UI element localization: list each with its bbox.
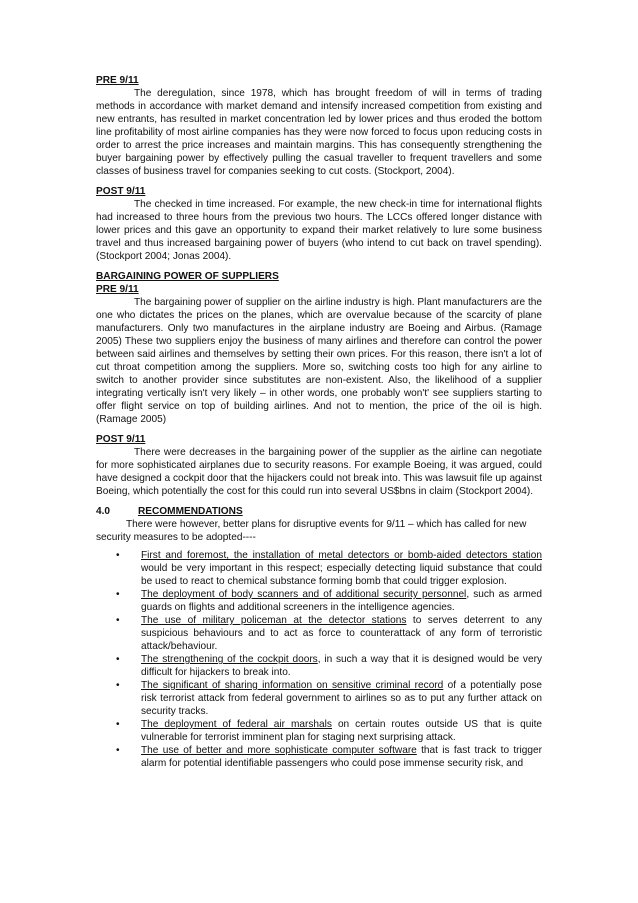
bullet-icon: • <box>116 550 120 561</box>
list-item <box>96 653 542 679</box>
suppliers-pre911-heading: PRE 9/11 <box>96 284 139 295</box>
item-underlined-text: The deployment of federal air marshals <box>141 719 332 730</box>
item-text: of a potentially pose risk terrorist attack from federal government to airlines so as to put any further attack on security tracks. <box>141 680 542 717</box>
bullet-icon: • <box>116 719 120 730</box>
suppliers-pre911-paragraph: The bargaining power of supplier on the airline industry is high. Plant manufacturers are the one who dictates the prices on the planes, which are overvalue because of the scarcity of plane manufacturers. Only two manufactures in the airplane industry are Boeing and Airbus. (Ramage 2005) These two suppliers enjoy the business of many airlines and therefore can control the power between said airlines and themselves by setting their own prices. For this reason, there isn't a lot of cut throat competition among the suppliers. More so, switching costs too high for any airline to switch to another provider since substitutes are non-existent. Also, the likelihood of a supplier integrating vertically isn't very likely – in other words, one probably won't' see suppliers starting to offer flight service on top of building airlines. And not to mention, the price of the oil is high. (Ramage 2005) <box>96 297 542 425</box>
list-item <box>96 679 542 718</box>
pre911-heading: PRE 9/11 <box>96 75 139 86</box>
item-text: , in such a way that it is designed would be very difficult for hijackers to break into. <box>141 654 542 678</box>
section-number: 4.0 <box>96 506 111 517</box>
suppliers-post911-section <box>96 433 542 498</box>
document-page <box>96 74 542 777</box>
suppliers-post911-paragraph: There were decreases in the bargaining power of the supplier as the airline can negotiate for more sophisticated airplanes due to security reasons. For example Boeing, it was argued, could have designed a cockpit door that the hijackers could not break into. This was lawsuit file up against Boeing, which potentially the cost for this could run into several US$bns in claim (Stockport 2004). <box>96 447 542 497</box>
bullet-icon: • <box>116 654 120 665</box>
list-item <box>96 549 542 588</box>
item-text: , such as armed guards on flights and additional screeners in the intelligence agencies. <box>141 589 543 613</box>
item-text: on certain routes outside US that is quite vulnerable for terrorist imminent plan for staging next surprising attack. <box>141 719 542 743</box>
item-underlined-text: First and foremost, the installation of metal detectors or bomb-aided detectors station <box>141 550 542 561</box>
suppliers-section <box>96 270 542 426</box>
recommendations-heading <box>96 505 542 518</box>
recommendations-list <box>96 549 542 770</box>
item-underlined-text: The significant of sharing information on sensitive criminal record <box>141 680 444 691</box>
pre911-buyer-section <box>96 74 542 178</box>
bullet-icon: • <box>116 680 120 691</box>
bullet-icon: • <box>116 589 120 600</box>
item-underlined-text: The deployment of body scanners and of additional security personnel <box>141 589 467 600</box>
pre911-paragraph: The deregulation, since 1978, which has brought freedom of will in terms of trading methods in accordance with market demand and intensify increased competition from existing and new entrants, has resulted in market concentration led by lower prices and thus eroded the bottom line profitability of most airline companies has they were now forced to focus upon reducing costs in order to arrest the price increases and maintain margins. This has consequently strengthening the buyer bargaining power by effectively pulling the casual traveller to frequent travellers and some classes of business travel for companies seeking to cut costs. (Stockport, 2004). <box>96 88 542 177</box>
bullet-icon: • <box>116 745 120 756</box>
suppliers-heading: BARGAINING POWER OF SUPPLIERS <box>96 271 279 282</box>
list-item <box>96 614 542 653</box>
list-item <box>96 588 542 614</box>
list-item <box>96 718 542 744</box>
item-text: to serves deterrent to any suspicious behaviours and to act as force to counterattack of any form of terroristic attack/behaviour. <box>141 615 542 652</box>
list-item <box>96 744 542 770</box>
suppliers-post911-heading: POST 9/11 <box>96 434 146 445</box>
recommendations-title: RECOMMENDATIONS <box>138 506 243 517</box>
post911-heading: POST 9/11 <box>96 186 146 197</box>
recommendations-section <box>96 505 542 770</box>
bullet-icon: • <box>116 615 120 626</box>
post911-buyer-section <box>96 185 542 263</box>
recommendations-intro: There were however, better plans for disruptive events for 9/11 – which has called for new security measures to be adopted---- <box>96 519 527 543</box>
item-underlined-text: The strengthening of the cockpit doors <box>141 654 318 665</box>
post911-paragraph: The checked in time increased. For example, the new check-in time for international flights had increased to three hours from the previous two hours. The LCCs offered longer distance with lower prices and this gave an opportunity to expand their market relatively to lure some business travel and thus increased bargaining power of buyers (who intend to cut back on travel spending).(Stockport 2004; Jonas 2004). <box>96 199 542 262</box>
item-text: would be very important in this respect; especially detecting liquid substance that could be used to react to chemical substance forming bomb that could trigger explosion. <box>141 563 542 587</box>
item-underlined-text: The use of military policeman at the detector stations <box>141 615 407 626</box>
item-text: that is fast track to trigger alarm for potential identifiable passengers who could pose immense security risk, and <box>141 745 542 769</box>
item-underlined-text: The use of better and more sophisticate computer software <box>141 745 417 756</box>
